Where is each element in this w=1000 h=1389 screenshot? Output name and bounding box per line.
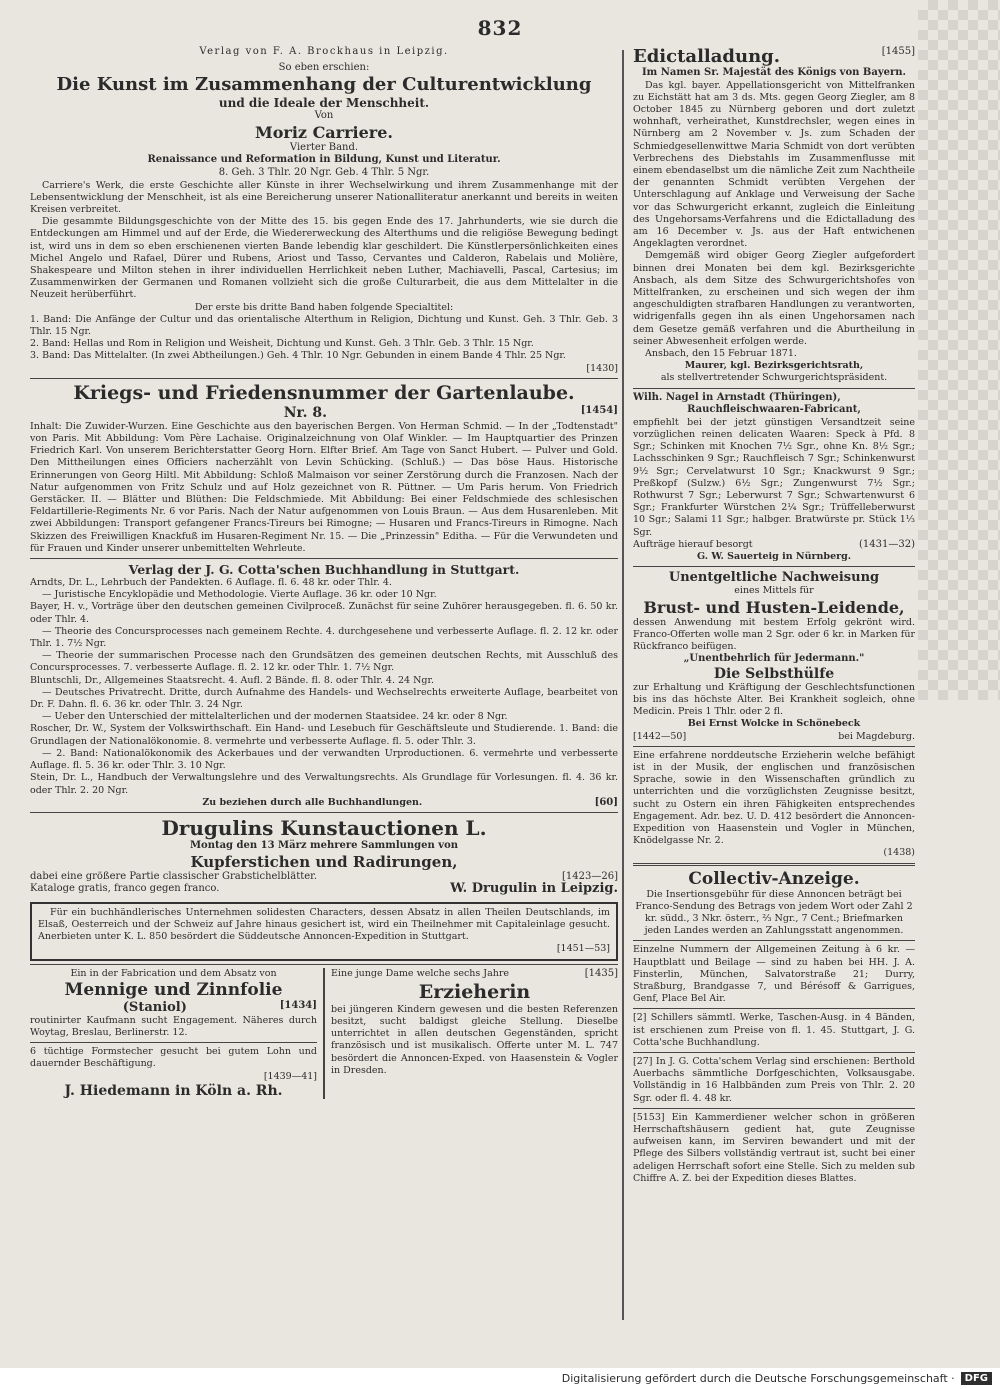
nachweisung-title: Unentgeltliche Nachweisung [668,570,880,586]
book-entry: — 2. Band: Nationalökonomik des Ackerbaues und der verwandten Urproductionen. 6. vermehrte und verbesserte Auflage. fl. 5. 36 kr. oder Thlr. 3. 10 Ngr. [30,747,618,772]
edict-signature-role: als stellvertretender Schwurgerichtspräsident. [660,372,888,384]
edict-ad [633,46,915,385]
edict-text: Das kgl. bayer. Appellationsgericht von Mittelfranken zu Eichstätt hat am 3 ds. Mts. gegen Georg Ziegler, am 8 October 1845 zu Nürnberg geboren und dort zuletzt wohnhaft, verheirathet, Kunstdrechsler, wegen eines in Nürnberg am 2 November v. Js. zum Schaden der Schmiedgesellenwittwe Maria Schmidt von dort verübten Verbrechens des Diebstahls im Zusammenflusse mit einem ebendaselbst um die nämliche Zeit zum Nachtheile der genannten Schmidt verübten Vergehen der Unterschlagung auf Anklage und Verweisung der Sache vor das Schwurgericht erkannt, zugleich die Einleitung des Ungehorsams-Verfahrens und die Edictalladung des am 16 December v. Js. aus der Haft entwichenen Angeklagten verordnet. [633,79,915,250]
mennige-text: routinirter Kaufmann sucht Engagement. Näheres durch Woytag, Breslau, Berlinerstr. 12. [30,1014,317,1038]
brockhaus-ad [30,46,618,375]
nagel-text: empfiehlt bei der jetzt günstigen Versandtzeit seine vorzüglichen reinen delicaten Waaren: Speck à Pfd. 8 Sgr.; Schinken mit Knochen 7½ Sgr., ohne Kn. 8½ Sgr.; Lachsschinken 9 Sgr.; Rauchfleisch 7 Sgr.; Schinkenwurst 9½ Sgr.; Cervelatwurst 10 Sgr.; Knackwurst 9 Sgr.; Preßkopf (Sulzw.) 6½ Sgr.; Zungenwurst 7½ Sgr.; Rothwurst 7 Sgr.; Leberwurst 7 Sgr.; Schwartenwurst 6 Sgr.; Frankfurter Würstchen 2¼ Sgr.; Trüffelleberwurst 10 Sgr.; Salami 11 Sgr.; halbger. Bratwürste pr. Stück 1⅓ Sgr. [633,416,915,538]
book-entry: Bluntschli, Dr., Allgemeines Staatsrecht. 4. Aufl. 2 Bände. fl. 8. oder Thlr. 4. 24 Ngr. [30,674,435,686]
mennige-intro: Ein in der Fabrication und dem Absatz von [70,967,277,979]
left-column [30,46,618,1346]
nachweisung-quote: „Unentbehrlich für Jedermann." [683,653,865,665]
collectiv-item: [2] Schillers sämmtl. Werke, Taschen-Ausg. in 4 Bänden, ist erschienen zum Preise von fl. 1. 45. Stuttgart, J. G. Cotta'sche Buchhandlung. [633,1012,915,1048]
column-divider [323,968,325,1099]
book-entry: Stein, Dr. L., Handbuch der Verwaltungslehre und des Verwaltungsrechts. Als Grundlage für Vorlesungen. fl. 4. 36 kr. oder Thlr. 2. 20 Ngr. [30,772,618,796]
description-paragraph: Carriere's Werk, die erste Geschichte aller Künste in ihrer Wechselwirkung und ihrem Zusammenhange mit der Lebensentwicklung der Menschheit, ist als eine Bereicherung unserer Nationalliteratur anerkannt und bereits in weiten Kreisen verbreitet. [30,179,618,215]
book-entry: — Juristische Encyklopädie und Methodologie. Vierte Auflage. 36 kr. oder 10 Ngr. [42,589,437,601]
collectiv-item: Einzelne Nummern der Allgemeinen Zeitung à 6 kr. — Hauptblatt und Beilage — sind zu haben bei HH. J. A. Finsterlin, München, Salvatorstraße 21; Durry, Straßburg, Brandgasse 7, und Bérésoff & Garrigues, Genf, Place Bel Air. [633,944,915,1005]
gartenlaube-ad [30,382,618,555]
separator [30,964,618,965]
ad-reference: [1451—53] [556,943,610,955]
ad-reference: (1438) [883,847,915,859]
book-entry: Arndts, Dr. L., Lehrbuch der Pandekten. 6 Auflage. fl. 6. 48 kr. oder Thlr. 4. [30,577,392,589]
erzieherin2-ad [633,750,915,860]
ad-reference: [1454] [580,404,618,416]
publisher-line: Verlag der J. G. Cotta'schen Buchhandlung in Stuttgart. [128,562,520,578]
edict-date: Ansbach, den 15 Februar 1871. [645,348,797,360]
nachweisung-text: dessen Anwendung mit bestem Erfolg gekrönt wird. Franco-Offerten wolle man 2 Sgr. oder 6 kr. in Marken für Rückfranco beifügen. [633,616,915,652]
separator [633,940,915,941]
formstecher-text: 6 tüchtige Formstecher gesucht bei gutem Lohn und dauernder Beschäftigung. [30,1046,317,1070]
collectiv-item: [27] In J. G. Cotta'schem Verlag sind erschienen: Berthold Auerbachs sämmtliche Dorfgeschichten, Volksausgabe. Vollständig in 16 Halbbänden zum Preis von Thlr. 2. 20 Sgr. oder fl. 4. 48 kr. [633,1055,915,1104]
collectiv-ad [633,869,915,1185]
nachweisung-text2: zur Erhaltung und Kräftigung der Geschlechtsfunctionen bis ins das höchste Alter. Bei Krankheit sogleich, ohne Medicin. Preis 1 Thlr. oder 2 fl. [633,681,915,718]
dfg-logo: DFG [961,1372,992,1385]
ad-reference: [1423—26] [562,870,618,882]
edict-signature: Maurer, kgl. Bezirksgerichtsrath, [684,360,864,372]
book-subtitle: und die Ideale der Menschheit. [218,96,430,111]
nagel-title: Wilh. Nagel in Arnstadt (Thüringen), [633,391,841,403]
book-title: Die Kunst im Zusammenhang der Culturentwicklung [56,74,592,96]
ad-reference: (1431—32) [859,538,915,550]
drugulin-title: Drugulins Kunstauctionen L. [161,815,487,840]
collectiv-title: Collectiv-Anzeige. [688,868,860,889]
mennige-title: Mennige und Zinnfolie [64,979,283,1000]
boxed-ad-text: Für ein buchhändlerisches Unternehmen solidesten Characters, dessen Absatz in allen Theilen Deutschlands, im Elsaß, Oesterreich und der Schweiz auf Jahre hinaus gesichert ist, wird ein Theilnehmer mit Capitaleinlage gesucht. Anerbieten unter K. L. 850 besördert die Süddeutsche Annoncen-Expedition in Stuttgart. [38,906,610,943]
erzieherin-title: Erzieherin [418,980,531,1003]
ad-reference: [1430] [586,362,618,374]
mennige-ad [30,968,317,1099]
book-entry: Roscher, Dr. W., System der Volkswirthschaft. Ein Hand- und Lesebuch für Geschäftsleute und Studierende. 1. Band: die Grundlagen der Nationalökonomie. 8. vermehrte und verbesserte Auflage. fl. 5. oder Thlr. 3. [30,723,618,747]
hiedemann-signature: J. Hiedemann in Köln a. Rh. [64,1082,283,1099]
auction-items: Kupferstichen und Radirungen, [190,852,458,871]
description-paragraph: Der erste bis dritte Band haben folgende Specialtitel: [194,301,454,313]
book-entry: — Deutsches Privatrecht. Dritte, durch Aufnahme des Handels- und Wechselrechts erweiterte Auflage, bearbeitet von Dr. F. Dahn. fl. 6. 36 kr. oder Thlr. 3. 24 Ngr. [30,686,618,711]
nachweisung-ad [633,570,915,742]
separator [633,746,915,747]
auction-catalogue: Kataloge gratis, franco gegen franco. W. Drugulin in Leipzig. [30,881,618,897]
volume-entry: 3. Band: Das Mittelalter. (In zwei Abtheilungen.) Geh. 4 Thlr. 10 Ngr. Gebunden in einem Bande 4 Thlr. 25 Ngr. [30,350,566,362]
footer-text: Digitalisierung gefördert durch die Deutsche Forschungsgemeinschaft · [561,1372,955,1385]
book-entry: — Theorie der summarischen Processe nach den Grundsätzen des gemeinen deutschen Rechts, mit Ausschluß des Concursprocesses. 7. verbesserte Auflage. fl. 2. 12 kr. oder Thlr. 1. 7½ Ngr. [30,650,618,674]
ad-reference: [1435] [584,967,618,979]
volume-label: Vierter Band. [289,141,359,153]
scan-background-pattern [918,0,1000,700]
availability-line: Zu beziehen durch alle Buchhandlungen. [60] [202,796,618,808]
book-author: Moriz Carriere. [255,122,393,142]
erzieherin-text: bei jüngeren Kindern gewesen und die besten Referenzen besitzt, sucht baldigst gleiche Stellung. Dieselbe unterrichtet in allen deutschen Gegenständen, spricht französisch und ist musikalisch. Offerte unter M. L. 747 besördert die Annoncen-Exped. von Haasenstein & Vogler in Dresden. [331,1003,618,1076]
edict-subtitle: Im Namen Sr. Majestät des Königs von Bayern. [641,67,907,78]
ad-reference: [60] [594,796,618,808]
book-entry: — Theorie des Concursprocesses nach gemeinem Rechte. 4. durchgesehene und verbesserte Auflage. fl. 2. 12 kr. oder Thlr. 1. 7½ Ngr. [30,625,618,650]
separator [633,1008,915,1009]
cotta-ad [30,562,618,809]
von-label: Von [314,110,334,122]
separator [633,1108,915,1109]
ad-reference: [1439—41] [263,1070,317,1082]
nachweisung-title2: Brust- und Husten-Leidende, [643,597,905,617]
boxed-ad [30,902,618,961]
nagel-ad [633,392,915,564]
page-number: 832 [477,16,523,40]
announce-line: So eben erschien: [278,61,370,73]
edict-heading: Edictalladung. [1455] [633,46,915,67]
description-paragraph: Die gesammte Bildungsgeschichte von der Mitte des 15. bis gegen Ende des 17. Jahrhunderts, wie sie durch die Entdeckungen am Himmel und auf der Erde, die Wiedererweckung des Alterthums und die religiöse Bewegung bedingt ist, wird uns in dem so eben erschienenen vierten Bande lebendig klar geschildert. Die Künstlerpersönlichkeiten eines Michel Angelo und Rafael, Dürer und Rubens, Ariost und Tasso, Cervantes und Calderon, Rabelais und Molière, Shakespeare und Milton stehen in ihrer individuellen Herrlichkeit neben Luther, Machiavelli, Pascal, Cartesius; im Zusammenwirken der Germanen und Romanen vollzieht sich die große Culturarbeit, die aus dem Mittelalter in die Neuzeit herüberführt. [30,216,618,301]
publisher-line: Verlag von F. A. Brockhaus in Leipzig. [199,46,449,57]
issue-number: Nr. 8. [1454] [283,404,618,421]
separator [633,566,915,567]
bottom-ads [30,968,618,1099]
nagel-signature: G. W. Sauerteig in Nürnberg. [696,551,852,563]
drugulin-signature: W. Drugulin in Leipzig. [450,881,618,897]
column-divider [622,50,624,1320]
nagel-subtitle: Rauchfleischwaaren-Fabricant, [687,404,861,416]
separator [633,1052,915,1053]
nachweisung-signature: Bei Ernst Wolcke in Schönebeck [687,718,861,730]
gartenlaube-title: Kriegs- und Friedensnummer der Gartenlaube. [73,381,575,404]
drugulin-ad [30,816,618,896]
nagel-order: Aufträge hierauf besorgt (1431—32) [633,538,915,550]
nachweisung-location: bei Magdeburg. [838,730,915,742]
mennige-staniol: (Staniol) [1434] [122,999,317,1015]
collectiv-text: Die Insertionsgebühr für diese Annoncen beträgt bei Franco-Sendung des Betrags von jedem Wort oder Zahl 2 kr. südd., 3 Nkr. österr., ⅔ Ngr., 7 Cent.; Briefmarken jeden Landes werden an Zahlungsstatt angenommen. [635,888,913,937]
digitization-footer [0,1368,1000,1389]
right-column [633,46,915,1346]
erzieherin-ad [331,968,618,1099]
separator [30,1042,317,1043]
auction-date: Montag den 13 März mehrere Sammlungen von [189,839,459,851]
ad-reference: [1455] [881,46,915,57]
collectiv-item: [5153] Ein Kammerdiener welcher schon in größeren Herrschaftshäusern gedient hat, gute Zeugnisse aufweisen kann, im Serviren bewandert und mit der Pflege des Silbers vollständig vertraut ist, sucht bei einer adeligen Herrschaft sofort eine Stelle. Sich zu melden sub Chiffre A. Z. bei der Expedition dieses Blattes. [633,1111,915,1184]
separator [633,863,915,866]
volume-entry: 1. Band: Die Anfänge der Cultur und das orientalische Alterthum in Religion, Dichtung und Kunst. Geh. 3 Thlr. Geb. 3 Thlr. 15 Ngr. [30,313,618,337]
contents-text: Inhalt: Die Zuwider-Wurzen. Eine Geschichte aus den bayerischen Bergen. Von Herman Schmid. — In der „Todtenstadt" von Paris. Mit Abbildung: Vom Père Lachaise. Originalzeichnung von Olaf Winkler. — Im Hauptquartier des Prinzen Friedrich Karl. Von unserem Berichterstatter Georg Horn. Elfter Brief. Am Tage von Sanct Hubert. — Pulver und Gold. Den Mittheilungen eines Officiers nacherzählt von Levin Schücking. (Schluß.) — Das böse Haus. Historische Erinnerungen von Georg Hiltl. Mit Abbildung: Schloß Malmaison vor seiner Zerstörung durch die Franzosen. Nach der Natur aufgenommen von Fritz Schulz und auf Holz gezeichnet von R. Püttner. — Um Paris herum. Von Friedrich Gerstäcker. II. — Blätter und Blüthen: Die Feldschmiede. Mit Abbildung: Bei einer Feldschmiede des schlesischen Feldartillerie-Regiments Nr. 6 vor Paris. Nach der Natur aufgenommen von Louis Braun. — Aus dem Husarenleben. Mit zwei Abbildungen: Transport gefangener Francs-Tireurs bei Rimogne; — Husaren und Francs-Tireurs in Rimogne. Nach Skizzen des Freiwilligen Knackfuß im Husaren-Regiment Nr. 15. — Die „Prinzessin" Editha. — Für die Verwundeten und für Frauen und Kinder unserer unbemittelten Wehrleute. [30,420,618,554]
auction-detail: dabei eine größere Partie classischer Grabstichelblätter. [1423—26] [30,870,618,882]
nachweisung-subtitle: eines Mittels für [734,585,814,597]
separator [633,388,915,389]
edict-text: Demgemäß wird obiger Georg Ziegler aufgefordert binnen drei Monaten bei dem kgl. Bezirksgerichte Ansbach, als dem Sitze des Schwurgerichtshofes von Mittelfranken, zu erscheinen und sich wegen der ihm angeschuldigten strafbaren Handlungen zu verantworten, widrigenfalls gegen ihn als einen Ungehorsamen nach dem Gesetze gemäß verfahren und die Aburtheilung in seiner Abwesenheit erfolgen werde. [633,250,915,347]
book-entry: — Ueber den Unterschied der mittelalterlichen und der modernen Staatsidee. 24 kr. oder 8 Ngr. [42,711,508,723]
book-price: 8. Geh. 3 Thlr. 20 Ngr. Geb. 4 Thlr. 5 Ngr. [218,166,430,178]
nachweisung-title3: Die Selbsthülfe [713,665,835,682]
book-entry: Bayer, H. v., Vorträge über den deutschen gemeinen Civilproceß. Zunächst für seine Zuhörer herausgegeben. fl. 6. 50 kr. oder Thlr. 4. [30,601,618,625]
separator [30,378,618,379]
separator [30,812,618,813]
volume-topic: Renaissance und Reformation in Bildung, Kunst und Literatur. [147,154,501,166]
volume-entry: 2. Band: Hellas und Rom in Religion und Weisheit, Dichtung und Kunst. Geh. 3 Thlr. Geb. 3 Thlr. 15 Ngr. [30,338,534,350]
ad-reference: [1434] [279,999,317,1011]
erzieherin-intro: Eine junge Dame welche sechs Jahre [1435] [331,967,618,979]
nachweisung-footer: [1442—50] bei Magdeburg. [633,730,915,742]
erzieherin2-text: Eine erfahrene norddeutsche Erzieherin welche befähigt ist in der Musik, der englischen und französischen Sprache, sowie in den Wissenschaften gründlich zu unterrichten und die vorzüglichsten Zeugnisse besitzt, sucht zu Ostern ein ihren Fähigkeiten entsprechendes Engagement. Adr. bez. U. D. 412 besördert die Annoncen-Expedition von Haasenstein und Vogler in München, Knödelgasse Nr. 2. [633,749,915,847]
separator [30,558,618,559]
